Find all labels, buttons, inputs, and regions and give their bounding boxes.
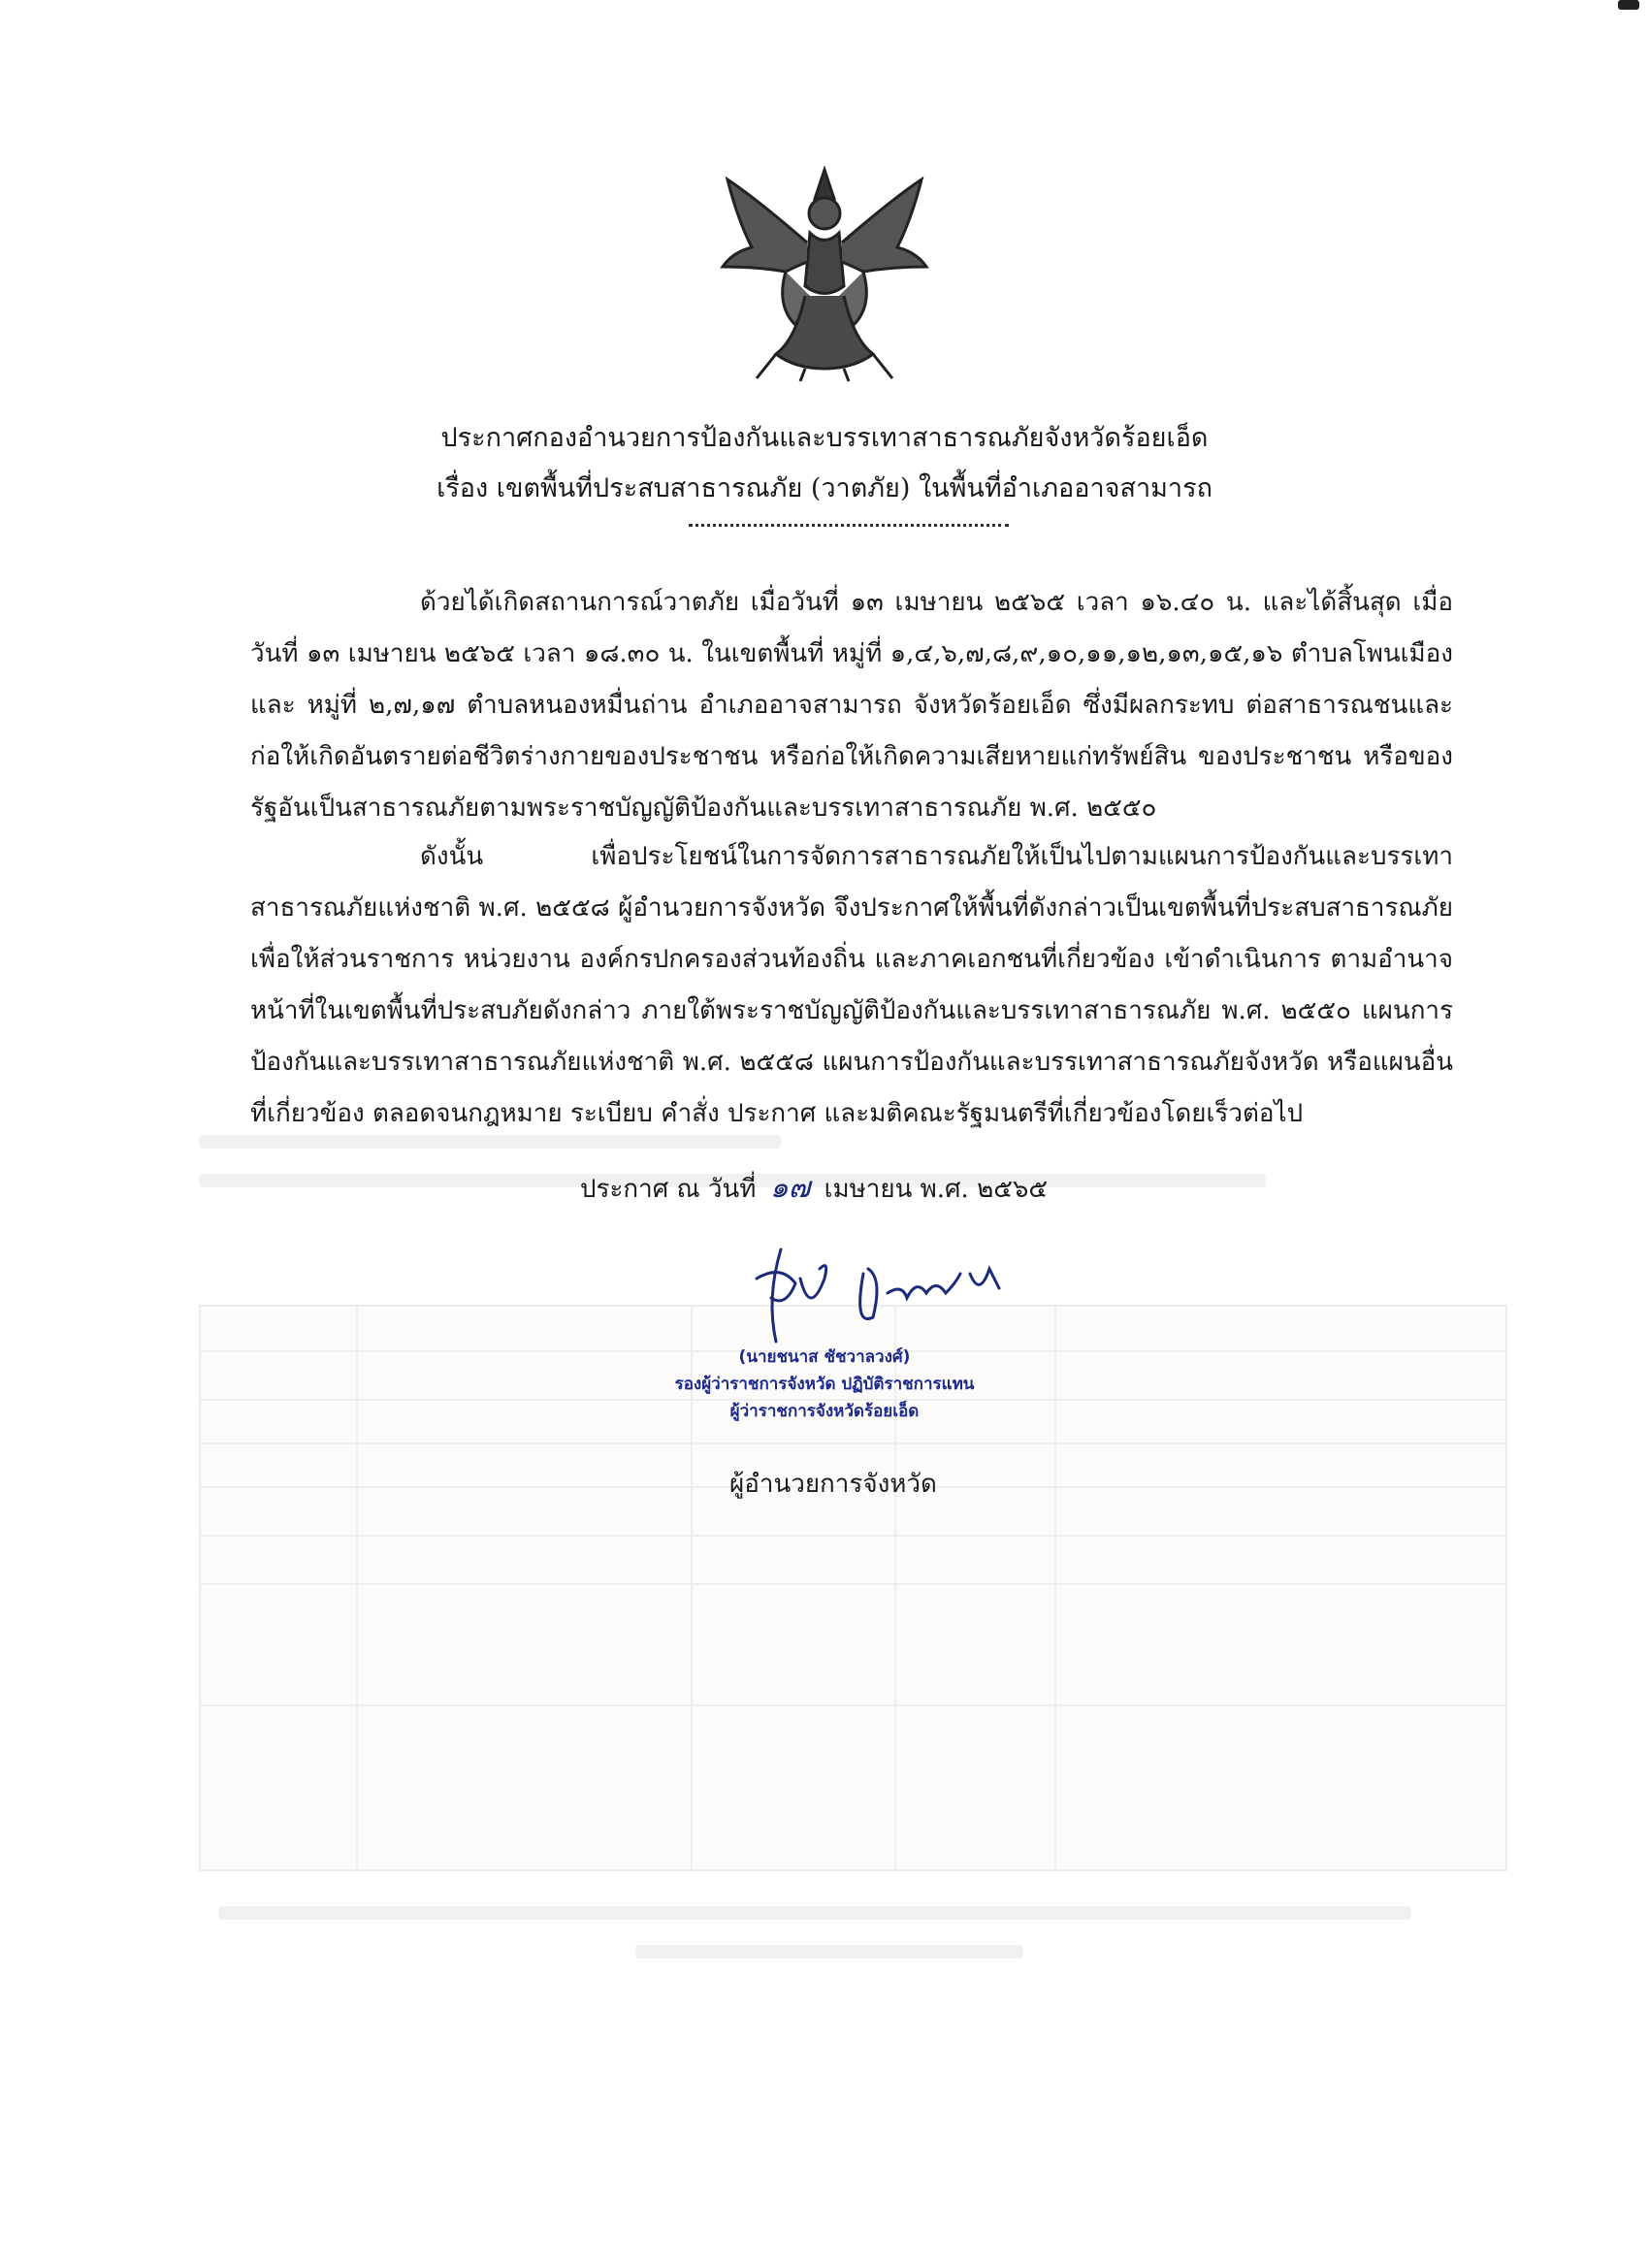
signer-name: (นายชนาส ชัชวาลวงศ์) [738,1347,911,1367]
paragraph-1 [250,577,1453,834]
date-day-handwritten: ๑๗ [769,1171,811,1205]
paragraph-2 [250,831,1453,1140]
dotted-separator [689,524,1009,527]
announcement-date [580,1169,1259,1209]
date-suffix: เมษายน พ.ศ. ๒๕๖๕ [824,1175,1049,1204]
announcement-title: ประกาศกองอำนวยการป้องกันและบรรเทาสาธารณภัยจังหวัดร้อยเอ็ด [440,423,1209,453]
signer-office: ผู้ว่าราชการจังหวัดร้อยเอ็ด [729,1402,920,1421]
paragraph-2-text: ดังนั้น เพื่อประโยชน์ในการจัดการสาธารณภัยให้เป็นไปตามแผนการป้องกันและบรรเทา สาธารณภัยแห่งชาติ พ.ศ. ๒๕๕๘ ผู้อำนวยการจังหวัด จึงประกาศให้พื้นที่ดังกล่าวเป็นเขตพื้นที่ประสบสาธารณภัย เพื่อให้ส่วนราชการ หน่วยงาน องค์กรปกครองส่วนท้องถิ่น และภาคเอกชนที่เกี่ยวข้อง เข้าดำเนินการ ตามอำนาจหน้าที่ในเขตพื้นที่ประสบภัยดังกล่าว ภายใต้พระราชบัญญัติป้องกันและบรรเทาสาธารณภัย พ.ศ. ๒๕๕๐ แผนการป้องกันและบรรเทาสาธารณภัยแห่งชาติ พ.ศ. ๒๕๕๘ แผนการป้องกันและบรรเทาสาธารณภัยจังหวัด หรือแผนอื่นที่เกี่ยวข้อง ตลอดจนกฎหมาย ระเบียบ คำสั่ง ประกาศ และมติคณะรัฐมนตรีที่เกี่ยวข้องโดยเร็วต่อไป [250,842,1453,1128]
signer-block [660,1344,989,1425]
scan-mark [1618,0,1639,10]
announcement-subject: เรื่อง เขตพื้นที่ประสบสาธารณภัย (วาตภัย) ในพื้นที่อำเภออาจสามารถ [436,473,1212,503]
handwritten-signature [737,1240,1028,1346]
signer-role: ผู้อำนวยการจังหวัด [729,1470,937,1499]
garuda-emblem-icon [718,160,931,383]
date-prefix: ประกาศ ณ วันที่ [580,1175,757,1204]
paragraph-1-text: ด้วยได้เกิดสถานการณ์วาตภัย เมื่อวันที่ ๑๓ เมษายน ๒๕๖๕ เวลา ๑๖.๔๐ น. และได้สิ้นสุด เมื่อวันที่ ๑๓ เมษายน ๒๕๖๕ เวลา ๑๘.๓๐ น. ในเขตพื้นที่ หมู่ที่ ๑,๔,๖,๗,๘,๙,๑๐,๑๑,๑๒,๑๓,๑๕,๑๖ ตำบลโพนเมือง และ หมู่ที่ ๒,๗,๑๗ ตำบลหนองหมื่นถ่าน อำเภออาจสามารถ จังหวัดร้อยเอ็ด ซึ่งมีผลกระทบ ต่อสาธารณชนและก่อให้เกิดอันตรายต่อชีวิตร่างกายของประชาชน หรือก่อให้เกิดความเสียหายแก่ทรัพย์สิน ของประชาชน หรือของรัฐอันเป็นสาธารณภัยตามพระราชบัญญัติป้องกันและบรรเทาสาธารณภัย พ.ศ. ๒๕๕๐ [250,588,1453,823]
signer-position: รองผู้ว่าราชการจังหวัด ปฏิบัติราชการแทน [674,1375,975,1394]
